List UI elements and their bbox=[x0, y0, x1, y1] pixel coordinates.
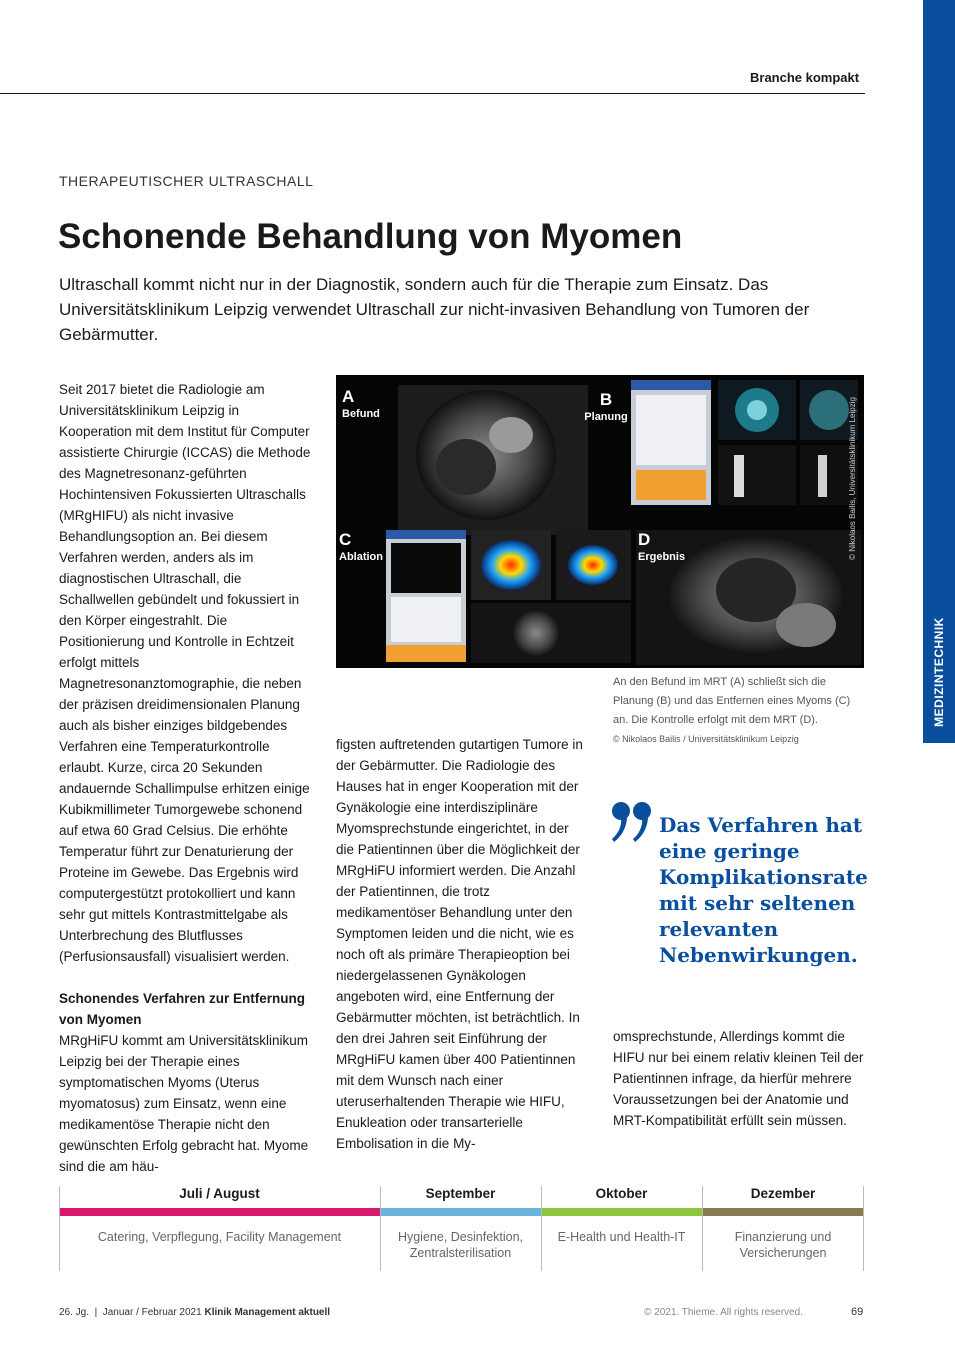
calendar-item-july-august bbox=[59, 1186, 380, 1271]
paragraph: MRgHiFU kommt am Universitätsklinikum Leipzig bei der Therapie eines symptomatischen Myoms (Uterus myomatosus) zum Einsatz, wenn eine medikamentöse Therapie nicht den gewünschten Erfolg gebracht hat. Myome sind die am häu- bbox=[59, 1033, 309, 1174]
mri-figure bbox=[336, 375, 864, 668]
panel-label: Planung bbox=[584, 411, 628, 423]
page-number: 69 bbox=[851, 1306, 864, 1318]
calendar-item-september bbox=[380, 1186, 541, 1271]
calendar-month: September bbox=[425, 1186, 496, 1201]
article-kicker: THERAPEUTISCHER ULTRASCHALL bbox=[59, 173, 314, 189]
calendar-color-band bbox=[702, 1208, 864, 1216]
panel-b bbox=[584, 390, 628, 424]
footer-copyright: © 2021. Thieme. All rights reserved. bbox=[644, 1307, 803, 1318]
calendar-item-dezember bbox=[702, 1186, 864, 1271]
section-label: Branche kompakt bbox=[750, 70, 860, 85]
side-tab bbox=[923, 600, 955, 743]
paragraph: omsprechstunde, Allerdings kommt die HIFU nur bei einem relativ kleinen Teil der Patientinnen infrage, da hierfür mehrere Voraussetzungen bei der Anatomie und MRT-Kompatibilität erfüllt sein müssen. bbox=[613, 1029, 864, 1128]
panel-letter: A bbox=[342, 387, 355, 406]
calendar-divider bbox=[541, 1186, 542, 1271]
calendar-item-oktober bbox=[541, 1186, 702, 1271]
article-lead: Ultraschall kommt nicht nur in der Diagnostik, sondern auch für die Therapie zum Einsatz. Das Universitätsklinikum Leipzig verwendet Ultraschall zur nicht-invasiven Behandlung von Tumoren der Gebärmutter. bbox=[59, 275, 810, 344]
pull-quote: Das Verfahren hat eine geringe Komplikationsrate mit sehr seltenen relevanten Nebenwirkungen. bbox=[659, 813, 868, 967]
footer-issue bbox=[59, 1307, 330, 1318]
quote-mark-icon bbox=[611, 800, 655, 846]
calendar-color-band bbox=[541, 1208, 702, 1216]
calendar-topic: Catering, Verpflegung, Facility Management bbox=[97, 1230, 342, 1244]
editorial-calendar bbox=[59, 1186, 864, 1271]
calendar-month: Oktober bbox=[595, 1186, 648, 1201]
article-subhead: Schonendes Verfahren zur Entfernung von Myomen bbox=[59, 991, 306, 1027]
panel-label: Ergebnis bbox=[638, 551, 686, 563]
calendar-topic: Hygiene, Desinfektion, Zentralsterilisation bbox=[397, 1230, 524, 1260]
calendar-month: Juli / August bbox=[179, 1186, 260, 1201]
panel-label: Befund bbox=[342, 408, 380, 420]
article-column-2 bbox=[336, 734, 588, 1154]
panel-letter: D bbox=[638, 530, 651, 549]
panel-label: Ablation bbox=[339, 551, 383, 563]
article-column-1 bbox=[59, 379, 311, 1177]
article-title: Schonende Behandlung von Myomen bbox=[58, 217, 683, 256]
header-rule bbox=[0, 93, 865, 94]
panel-c bbox=[339, 530, 383, 564]
image-credit-text: © Nikolaos Bailis, Universitätsklinikum Leipzig bbox=[847, 396, 857, 560]
calendar-divider bbox=[380, 1186, 381, 1271]
panel-a bbox=[342, 387, 380, 421]
paragraph: Seit 2017 bietet die Radiologie am Universitätsklinikum Leipzig in Kooperation mit dem Institut für Computer assistierte Chirurgie (ICCAS) die Methode des Magnetresonanz-geführten Hochintensiven Fokussierten Ultraschalls (MRgHIFU) als nicht invasive Behandlungsoption an. Bei diesem Verfahren werden, anders als im diagnostischen Ultraschall, die Schallwellen gebündelt und fokussiert in den Körper eingestrahlt. Die Positionierung und Kontrolle in Echtzeit erfolgt mittels Magnetresonanztomographie, die neben der präzisen dreidimensionalen Planung auch als bisher einziges bildgebendes Verfahren eine Temperaturkontrolle erlaubt. Kurze, circa 20 Sekunden andauernde Schallimpulse erhitzen einige Kubikmillimeter Tumorgewebe schonend auf etwa 60 Grad Celsius. Die erhöhte Temperatur führt zur Denaturierung der Proteine im Gewebe. Das Ergebnis wird computergestützt protokolliert und kann sehr gut mittels Kontrastmittelgabe als Unterbrechung des Blutflusses (Perfusionsausfall) visualisiert werden. bbox=[59, 382, 311, 964]
panel-letter: B bbox=[599, 390, 613, 409]
calendar-topic: Finanzierung und Versicherungen bbox=[734, 1230, 832, 1260]
paragraph: figsten auftretenden gutartigen Tumore in der Gebärmutter. Die Radiologie des Hauses hat in enger Kooperation mit der Gynäkologie eine interdisziplinäre Myomsprechstunde eingerichtet, in der die Patientinnen über die Möglichkeit der MRgHiFU informiert werden. Die Anzahl der Patientinnen, die trotz medikamentöser Behandlung unter den Symptomen leiden und die nicht, wie es noch oft als primäre Therapieoption bei niedergelassenen Gynäkologen angeboten wird, eine Entfernung der Gebärmutter möchten, ist beträchtlich. In den drei Jahren seit Einführung der MRgHiFU kamen über 400 Patientinnen mit dem Wunsch nach einer uteruserhaltenden Therapie wie HIFU, Enukleation oder transarterielle Embolisation in die My- bbox=[336, 737, 583, 1151]
footer-issue-text: 26. Jg. | Januar / Februar 2021 bbox=[59, 1307, 202, 1318]
calendar-color-band bbox=[380, 1208, 541, 1216]
calendar-month: Dezember bbox=[750, 1186, 816, 1201]
calendar-color-band bbox=[59, 1208, 380, 1216]
panel-letter: C bbox=[339, 530, 352, 549]
image-credit bbox=[844, 383, 860, 573]
figure-caption: An den Befund im MRT (A) schließt sich die Planung (B) und das Entfernen eines Myoms (C) an. Die Kontrolle erfolgt mit dem MRT (D). bbox=[613, 676, 851, 726]
calendar-topic: E-Health und Health-IT bbox=[557, 1230, 686, 1244]
figure-caption-credit: © Nikolaos Bailis / Universitätsklinikum Leipzig bbox=[613, 734, 799, 744]
calendar-divider bbox=[863, 1186, 864, 1271]
calendar-divider bbox=[59, 1186, 60, 1271]
article-column-3 bbox=[613, 1026, 865, 1131]
side-tab-label: MEDIZINTECHNIK bbox=[932, 616, 947, 727]
calendar-divider bbox=[702, 1186, 703, 1271]
footer-journal: Klinik Management aktuell bbox=[204, 1307, 331, 1318]
panel-d bbox=[638, 530, 685, 564]
